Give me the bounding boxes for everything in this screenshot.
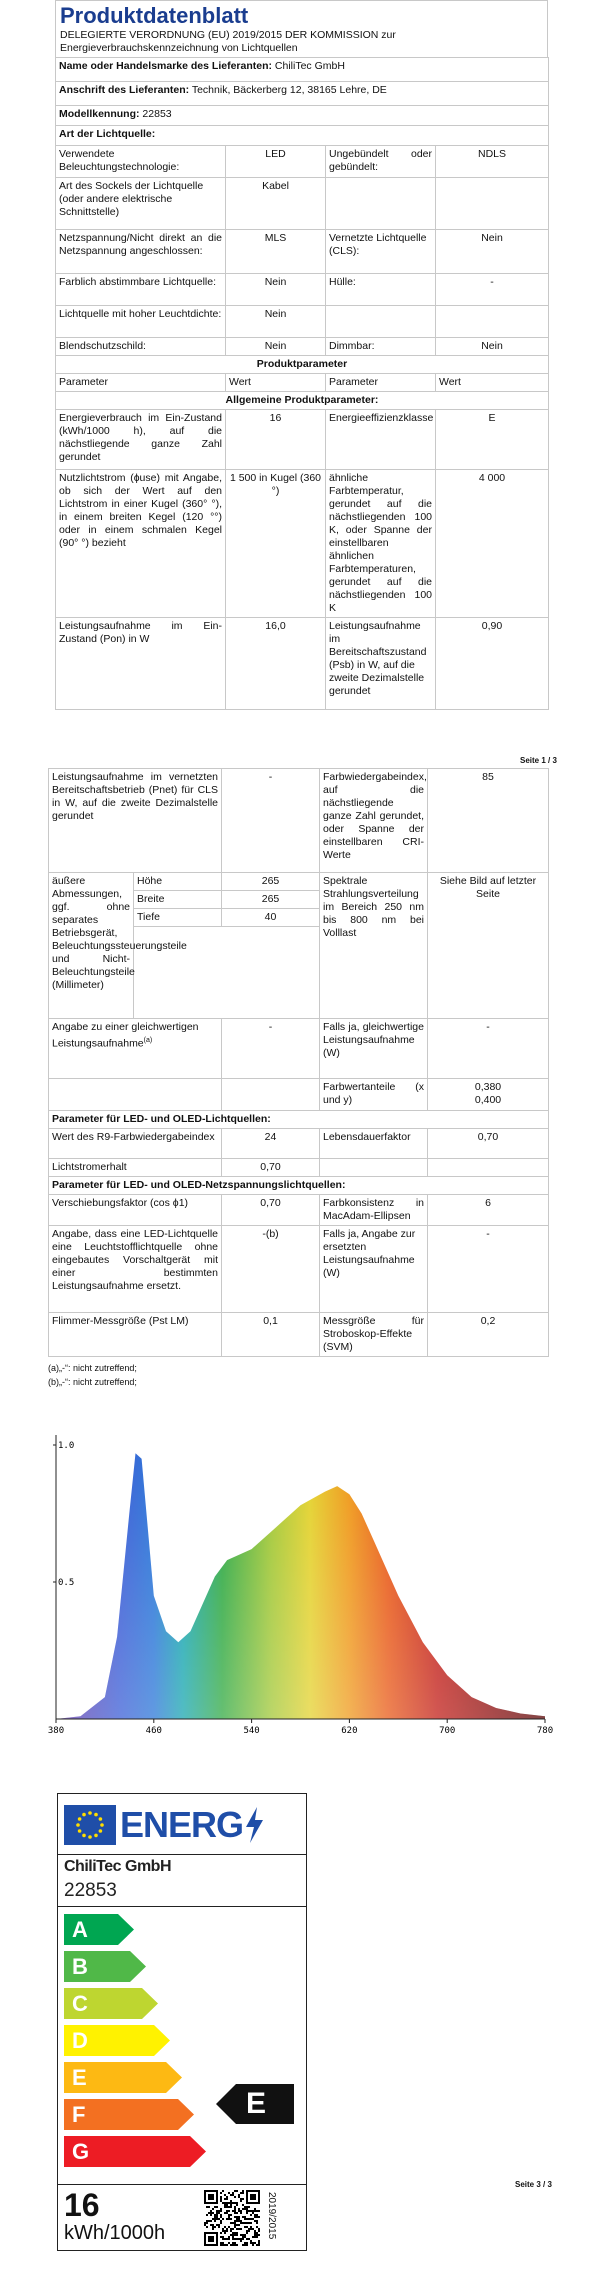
dimensions-label: äußere Abmessungen, ggf. ohne separates Betriebsgerät, Beleuchtungssteuerungsteile und Nicht-Beleuchtungsteile (Millimeter) xyxy=(49,873,134,1019)
energy-class-letter: C xyxy=(72,1990,88,2016)
x-tick-label: 460 xyxy=(145,1726,162,1735)
table-cell: - xyxy=(428,1226,549,1313)
chromaticity-label: Farbwertanteile (x und y) xyxy=(320,1079,428,1111)
x-tick-label: 380 xyxy=(48,1726,65,1735)
chromaticity-x: 0,380 xyxy=(474,1081,502,1093)
table-cell: Lebensdauerfaktor xyxy=(320,1129,428,1159)
table-cell: Nein xyxy=(226,338,326,356)
table-cell: Dimmbar: xyxy=(326,338,436,356)
table-cell: Kabel xyxy=(226,178,326,230)
energy-class-letter: F xyxy=(72,2101,86,2127)
energy-class-letter: B xyxy=(72,1953,88,1979)
energy-label xyxy=(57,1793,307,2251)
page-number: Seite 1 / 3 xyxy=(520,756,557,765)
consumption-unit: kWh/1000h xyxy=(64,2222,166,2244)
datasheet-table-2 xyxy=(48,768,549,1357)
energy-class-bar-a xyxy=(64,1914,134,1945)
table-cell: 6 xyxy=(428,1195,549,1226)
table-cell: Farbwiedergabeindex, auf die nächstliegende ganze Zahl gerundet, oder Spanne der einstellbaren CRI-Werte xyxy=(320,769,428,873)
page-title: Produktdatenblatt xyxy=(60,3,249,28)
table-cell: Netzspannung/Nicht direkt an die Netzspannung angeschlossen: xyxy=(56,230,226,274)
mains-parameters-heading: Parameter für LED- und OLED-Netzspannungslichtquellen: xyxy=(49,1177,549,1195)
label-divider xyxy=(58,2184,306,2185)
y-tick-label: 0.5 xyxy=(58,1578,75,1588)
energy-word: ENERG xyxy=(120,1804,244,1845)
table-cell: 16 xyxy=(226,410,326,470)
energy-class-letter: E xyxy=(72,2064,87,2090)
energy-class-bar-b xyxy=(64,1951,146,1982)
x-tick-label: 700 xyxy=(439,1726,456,1735)
dimension-value: 40 xyxy=(222,909,320,927)
table-cell: 0,70 xyxy=(222,1159,320,1177)
table-cell: 0,1 xyxy=(222,1313,320,1357)
spectrum-area-highlight xyxy=(56,1453,545,1719)
selected-class-arrow xyxy=(216,2084,294,2124)
table-cell: Hülle: xyxy=(326,274,436,306)
spectral-label: Spektrale Strahlungsverteilung im Bereich 250 nm bis 800 nm bei Volllast xyxy=(320,873,428,1019)
table-cell: Nein xyxy=(226,274,326,306)
table-cell: Wert des R9-Farbwiedergabeindex xyxy=(49,1129,222,1159)
equivalent-power-label xyxy=(49,1019,222,1079)
energy-class-bar-e xyxy=(64,2062,182,2093)
energy-class-letter: G xyxy=(72,2138,90,2164)
table-cell: 16,0 xyxy=(226,618,326,710)
table-cell: 0,90 xyxy=(436,618,549,710)
dimension-value: 265 xyxy=(222,891,320,909)
lightning-icon xyxy=(243,1806,265,1844)
table-cell: Leistungsaufnahme im Ein-Zustand (Pon) in W xyxy=(56,618,226,710)
table-cell: Angabe, dass eine LED-Lichtquelle eine Leuchtstofflichtquelle ohne eingebautes Vorschaltgerät mit einer bestimmten Leistungsaufnahme ersetzt. xyxy=(49,1226,222,1313)
table-cell xyxy=(49,1079,222,1111)
x-tick-label: 780 xyxy=(536,1726,554,1735)
footnote-marker: (a) xyxy=(143,1037,153,1044)
table-cell: - xyxy=(222,769,320,873)
label-divider xyxy=(58,1854,306,1855)
model-label: Modellkennung: xyxy=(59,108,140,120)
energy-label-header xyxy=(64,1802,300,1848)
led-parameters-heading: Parameter für LED- und OLED-Lichtquellen: xyxy=(49,1111,549,1129)
light-source-type-heading: Art der Lichtquelle: xyxy=(56,126,549,146)
table-cell: Nein xyxy=(226,306,326,338)
column-header: Wert xyxy=(436,374,549,392)
table-cell: 1 500 in Kugel (360 °) xyxy=(226,470,326,618)
dimension-value: 265 xyxy=(222,873,320,891)
table-cell: -(b) xyxy=(222,1226,320,1313)
footnote: (a)„-“: nicht zutreffend; xyxy=(48,1363,137,1373)
table-cell: Nein xyxy=(436,230,549,274)
energy-class-letter: D xyxy=(72,2027,88,2053)
supplier-value: ChiliTec GmbH xyxy=(274,60,345,72)
table-cell: Nutzlichtstrom (ɸuse) mit Angabe, ob sich der Wert auf den Lichtstrom in einer Kugel (360° °), in einem breiten Kegel (120 °°) oder in einem schmalen Kegel (90° °) bezieht xyxy=(56,470,226,618)
table-cell: Lichtquelle mit hoher Leuchtdichte: xyxy=(56,306,226,338)
spectrum-svg xyxy=(48,1415,558,1735)
column-header: Parameter xyxy=(56,374,226,392)
table-cell: Energieeffizienzklasse xyxy=(326,410,436,470)
table-cell: - xyxy=(436,274,549,306)
table-cell: 24 xyxy=(222,1129,320,1159)
chromaticity-values xyxy=(428,1079,549,1111)
table-cell xyxy=(222,1079,320,1111)
table-cell: 4 000 xyxy=(436,470,549,618)
table-cell: 0,2 xyxy=(428,1313,549,1357)
energy-class-letter: A xyxy=(72,1916,88,1942)
selected-class-letter: E xyxy=(246,2087,267,2120)
regulation-number-box xyxy=(264,2192,278,2246)
address-row xyxy=(56,82,549,106)
table-cell: 0,70 xyxy=(428,1129,549,1159)
table-cell: Flimmer-Messgröße (Pst LM) xyxy=(49,1313,222,1357)
table-cell: Art des Sockels der Lichtquelle (oder andere elektrische Schnittstelle) xyxy=(56,178,226,230)
general-parameters-heading: Allgemeine Produktparameter: xyxy=(56,392,549,410)
table-cell: Leistungsaufnahme im Bereitschaftszustand (Psb) in W, auf die zweite Dezimalstelle gerundet xyxy=(326,618,436,710)
table-cell: ähnliche Farbtemperatur, gerundet auf die nächstliegenden 100 K, oder Spanne der einstellbaren ähnlichen Farbtemperaturen, gerundet auf die nächstliegenden 100 K xyxy=(326,470,436,618)
qr-code-icon xyxy=(204,2190,260,2246)
page-number: Seite 3 / 3 xyxy=(515,2180,552,2189)
table-cell: Farbkonsistenz in MacAdam-Ellipsen xyxy=(320,1195,428,1226)
model-value: 22853 xyxy=(142,108,172,120)
datasheet-page-2-body xyxy=(48,768,548,1389)
energy-class-bar-c xyxy=(64,1988,158,2019)
table-cell: Ungebündelt oder gebündelt: xyxy=(326,146,436,178)
datasheet-header xyxy=(55,0,548,57)
table-cell: Leistungsaufnahme im vernetzten Bereitschaftsbetrieb (Pnet) für CLS in W, auf die zweite Dezimalstelle gerundet xyxy=(49,769,222,873)
chromaticity-y: 0,400 xyxy=(474,1094,502,1106)
table-cell: Nein xyxy=(436,338,549,356)
table-cell: - xyxy=(222,1019,320,1079)
table-cell: Falls ja, gleichwertige Leistungsaufnahme (W) xyxy=(320,1019,428,1079)
column-header: Wert xyxy=(226,374,326,392)
table-cell xyxy=(326,178,436,230)
dimension-name: Breite xyxy=(134,891,222,909)
footnote: (b)„-“: nicht zutreffend; xyxy=(48,1377,137,1387)
y-tick-label: 1.0 xyxy=(58,1441,75,1451)
product-parameters-heading: Produktparameter xyxy=(56,356,549,374)
spectral-value: Siehe Bild auf letzter Seite xyxy=(428,873,549,1019)
dimension-name: Tiefe xyxy=(134,909,222,927)
label-model: 22853 xyxy=(64,1880,117,1901)
energy-class-bar-d xyxy=(64,2025,170,2056)
energy-class-bar-f xyxy=(64,2099,194,2130)
address-label: Anschrift des Lieferanten: xyxy=(59,84,190,96)
table-cell: E xyxy=(436,410,549,470)
table-cell: Messgröße für Stroboskop-Effekte (SVM) xyxy=(320,1313,428,1357)
table-cell xyxy=(320,1159,428,1177)
table-cell xyxy=(436,178,549,230)
footnotes xyxy=(48,1361,548,1389)
datasheet-table-1 xyxy=(55,57,549,710)
dimension-name: Höhe xyxy=(134,873,222,891)
x-tick-label: 540 xyxy=(243,1726,260,1735)
table-cell: Vernetzte Lichtquelle (CLS): xyxy=(326,230,436,274)
table-cell: Falls ja, Angabe zur ersetzten Leistungsaufnahme (W) xyxy=(320,1226,428,1313)
datasheet-page-1-body xyxy=(55,0,548,710)
table-cell xyxy=(326,306,436,338)
column-header: Parameter xyxy=(326,374,436,392)
table-cell: NDLS xyxy=(436,146,549,178)
table-cell: Verwendete Beleuchtungstechnologie: xyxy=(56,146,226,178)
spectrum-chart xyxy=(48,1415,558,1735)
table-cell: MLS xyxy=(226,230,326,274)
table-cell: Farblich abstimmbare Lichtquelle: xyxy=(56,274,226,306)
table-cell xyxy=(436,306,549,338)
regulation-number: 2019/2015 xyxy=(266,2192,277,2240)
table-cell xyxy=(428,1159,549,1177)
supplier-label: Name oder Handelsmarke des Lieferanten: xyxy=(59,60,272,72)
table-cell: Energieverbrauch im Ein-Zustand (kWh/1000 h), auf die nächstliegende ganze Zahl gerundet xyxy=(56,410,226,470)
table-cell: LED xyxy=(226,146,326,178)
address-value: Technik, Bäckerberg 12, 38165 Lehre, DE xyxy=(191,84,387,96)
table-cell: Verschiebungsfaktor (cos ϕ1) xyxy=(49,1195,222,1226)
model-row xyxy=(56,106,549,126)
supplier-row xyxy=(56,58,549,82)
label-supplier: ChiliTec GmbH xyxy=(64,1858,171,1875)
equivalent-power-text: Angabe zu einer gleichwertigen Leistungsaufnahme xyxy=(52,1021,199,1050)
label-divider xyxy=(58,1906,306,1907)
table-cell: 0,70 xyxy=(222,1195,320,1226)
regulation-subtitle: DELEGIERTE VERORDNUNG (EU) 2019/2015 DER KOMMISSION zur Energieverbrauchskennzeichnung von Lichtquellen xyxy=(60,29,396,54)
x-tick-label: 620 xyxy=(341,1726,358,1735)
table-cell: 85 xyxy=(428,769,549,873)
table-cell: Blendschutzschild: xyxy=(56,338,226,356)
consumption-value: 16 xyxy=(64,2187,100,2223)
table-cell: - xyxy=(428,1019,549,1079)
table-cell: Lichtstromerhalt xyxy=(49,1159,222,1177)
energy-class-bar-g xyxy=(64,2136,206,2167)
eu-flag-icon xyxy=(64,1805,116,1845)
